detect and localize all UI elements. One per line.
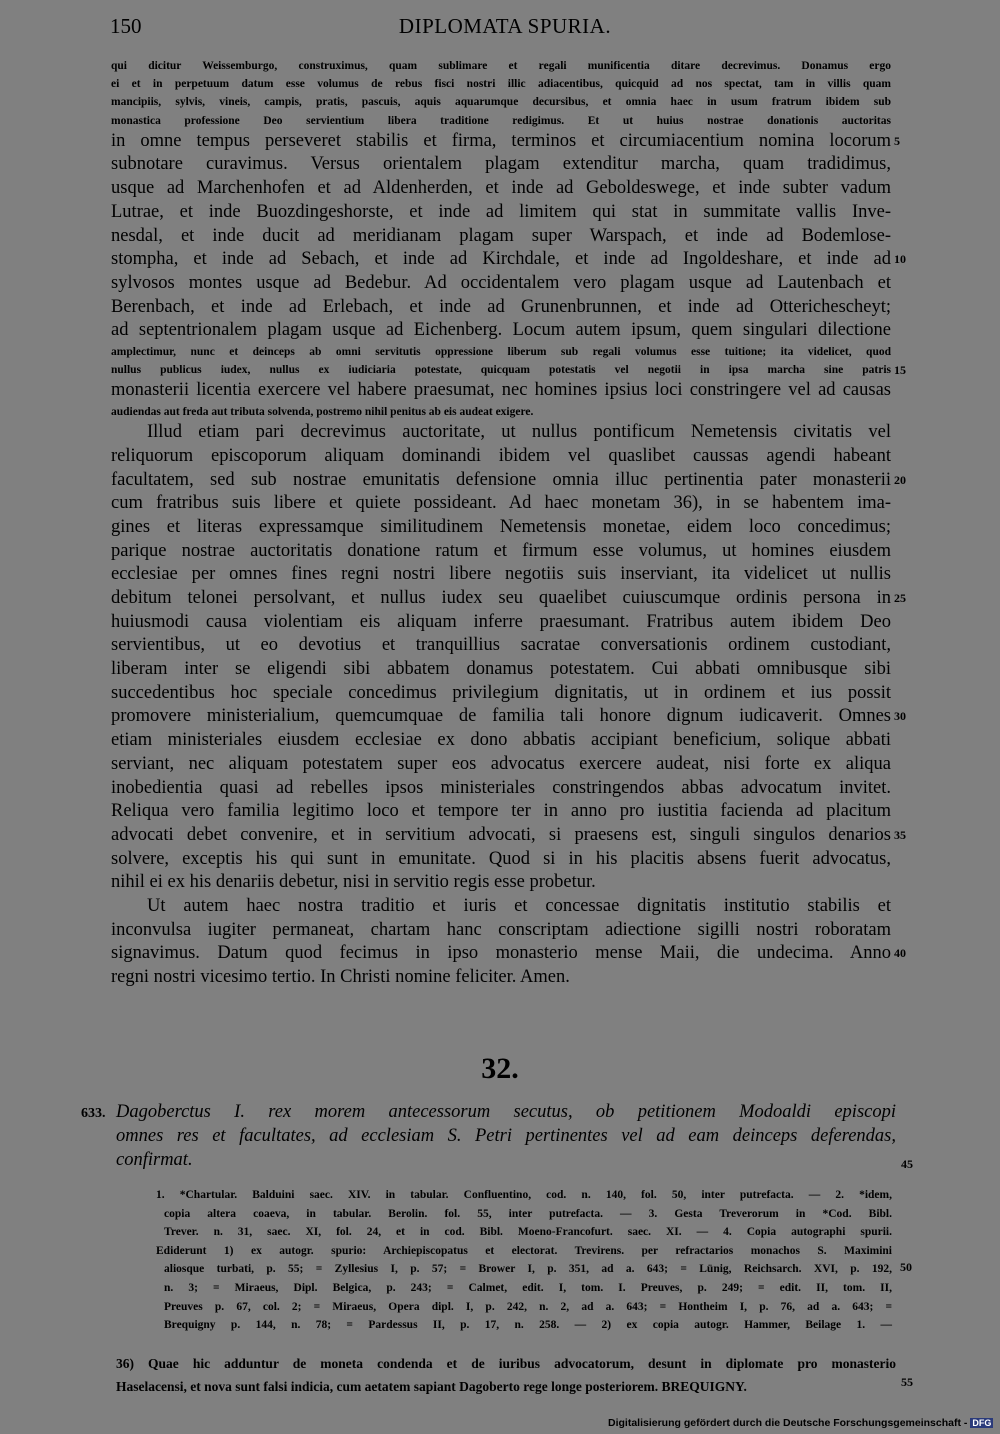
text-line [111,201,891,225]
margin-line-number: 45 [901,1157,913,1171]
line-text: debitum telonei persolvant, et nullus iudex seu quaelibet cuiuscumque ordinis persona in [111,588,891,608]
line-text: reliquorum episcoporum aliquam dominandi ibidem vel quaslibet caussas agendi habeant [111,445,891,466]
text-line [111,871,891,895]
rubric-line: confirmat. [116,1150,193,1170]
source-line: aliosque turbati, p. 55; = Zyllesius I, p. 57; = Brower I, p. 351, ad a. 643; = Lünig, Reichsarch. XVI, p. 192, [164,1263,892,1276]
text-line [111,966,891,990]
text-line [111,634,891,658]
source-line: n. 3; = Miraeus, Dipl. Belgica, p. 243; = Calmet, edit. I, tom. I. Preuves, p. 249; = edit. II, tom. II, [164,1281,892,1294]
text-line [111,895,891,919]
line-text: mancipiis, sylvis, vineis, campis, pratis, pascuis, aquis aquarumque decursibus, et omnia haec in usum fratrum ibidem sub [111,96,891,109]
line-text: monasterii licentia exercere vel habere praesumat, nec homines ipsius loci constringere vel ad causas [111,380,891,401]
margin-line-number: 50 [900,1260,912,1274]
text-line [111,343,891,361]
line-text: subnotare curavimus. Versus orientalem plagam extenditur marcha, quam tradidimus, [111,154,891,175]
rubric [81,1100,913,1172]
line-text: ecclesiae per omnes fines regni nostri libere negotiis suis inserviant, ita videlicet ut nullis [111,564,891,585]
text-line [111,445,891,469]
text-line [111,777,891,801]
line-text: Berenbach, et inde ad Erlebach, et inde ad Grunenbrunnen, et inde ad Otterichescheyt; [111,296,891,317]
line-text: ei et in perpetuum datum esse volumus de rebus fisci nostri illic adiacentibus, quicquid ad nos spectat, tam in villis quam [111,78,891,91]
rubric-year: 633. [81,1106,106,1121]
text-line [111,516,891,540]
line-text: facultatem, sed sub nostrae emunitatis defensione omnia illuc pertinentia pater monasterii [111,469,891,490]
line-text: etiam ministeriales eiusdem ecclesiae ex dono abbatis accipiant beneficium, solique abbati [111,730,891,751]
line-text: succedentibus hoc speciale concedimus privilegium dignitatis, ut in ordinem et ius possit [111,682,891,703]
text-line [111,112,891,130]
text-line [111,403,891,421]
line-text: audiendas aut freda aut tributa solvenda, postremo nihil penitus ab eis audeat exigere. [111,406,534,418]
line-text: huiusmodi causa violentiam eis aliquam inferre praesumant. Fratribus autem ibidem Deo [111,611,891,632]
source-line: Preuves p. 67, col. 2; = Miraeus, Opera dipl. I, p. 242, n. 2, ad a. 643; = Hontheim I, p. 76, ad a. 643; = [164,1300,892,1313]
text-line [111,75,891,93]
line-text: inconvulsa iugiter permaneat, chartam hanc conscriptam adiectione sigilli nostri roboratam [111,919,891,940]
text-line [111,824,906,848]
text-line [111,296,891,320]
text-line [111,540,891,564]
credit-text: Digitalisierung gefördert durch die Deutsche Forschungsgemeinschaft - [608,1417,968,1429]
margin-line-number: 30 [894,709,906,724]
source-line: copia altera coaeva, in tabular. Berolin. fol. 55, inter putrefacta. — 3. Gesta Treverorum in *Cod. Bibl. [164,1207,892,1220]
margin-line-number: 40 [894,946,906,961]
text-line [111,729,891,753]
sources-apparatus [156,1186,912,1335]
text-line [111,469,906,493]
line-text: amplectimur, nunc et deinceps ab omni servitutis oppressione liberum sub regali volumus esse tuitione; ita videlicet, quod [111,345,891,358]
text-line [111,130,900,154]
text-line [111,225,891,249]
text-line [111,177,891,201]
line-text: sylvosos montes usque ad Bedebur. Ad occidentalem vero plagam usque ad Lautenbach et [111,272,891,293]
margin-line-number: 10 [894,252,906,267]
dfg-logo: DFG [972,1418,992,1428]
line-text: parique nostrae auctoritatis donatione ratum et firmum esse volumus, ut homines eiusdem [111,540,891,561]
text-line [111,421,891,445]
document-number: 32. [481,1052,519,1085]
line-text: advocati debet convenire, et in servitium advocati, si praesens est, singuli singulos denarios [111,824,891,845]
line-text: servientibus, ut eo devotius et tranquillius sacratae conversationis ordinem custodiant, [111,635,891,656]
text-line [111,492,891,516]
page-number: 150 [110,14,142,38]
source-line: 1. *Chartular. Balduini saec. XIV. in tabular. Confluentino, cod. n. 140, fol. 50, inter putrefacta. — 2. *idem, [156,1189,892,1201]
charter-text [111,57,906,990]
line-text: nullus publicus iudex, nullus ex iudiciaria potestate, quicquam potestatis vel negotii in ipsa marcha sine patris [111,364,891,377]
line-text: Lutrae, et inde Buozdingeshorste, et inde ad limitem qui stat in summitate vallis Inve- [111,201,891,222]
line-text: ad septentrionalem plagam usque ad Eichenberg. Locum autem ipsum, quem singulari dilectione [111,320,891,341]
text-line [111,800,891,824]
text-line [111,942,906,966]
line-text: in omne tempus perseveret stabilis et firma, terminos et circumiacentium nomina locorum [111,130,891,151]
text-line [111,57,891,75]
line-text: Reliqua vero familia legitimo loco et tempore ter in anno pro iustitia facienda ad placitum [111,801,891,822]
line-text: cum fratribus suis libere et quiete possideant. Ad haec monetam 36), in se habentem ima- [111,493,891,514]
footnote-line: 36) Quae hic adduntur de moneta condenda et de iuribus advocatorum, desunt in diplomate pro monasterio [116,1356,896,1371]
margin-line-number: 55 [901,1375,913,1389]
text-line [111,705,906,729]
text-line [111,611,891,635]
margin-line-number: 15 [894,363,906,378]
margin-line-number: 20 [894,472,906,487]
text-line [111,153,891,177]
line-text: signavimus. Datum quod fecimus in ipso monasterio mense Maii, die undecima. Anno [111,943,891,964]
text-line [111,919,891,943]
digitization-credit [608,1417,993,1429]
line-text: regni nostri vicesimo tertio. In Christi nomine feliciter. Amen. [111,967,570,987]
text-line [111,272,891,296]
text-line [111,848,891,872]
source-line: Brequigny p. 144, n. 78; = Pardessus II, p. 17, n. 258. — 2) ex copia autogr. Hammer, Beilage 1. — [164,1319,892,1332]
text-line [111,658,891,682]
line-text: serviant, nec aliquam potestatem super eos advocatus exercere audeat, nisi forte ex aliqua [111,753,891,774]
line-text: nesdal, et inde ducit ad meridianam plagam super Warspach, et inde ad Bodemlose- [111,225,891,246]
line-text: gines et literas expressamque similitudinem Nemetensis monetae, eidem loco concedimus; [111,516,891,537]
margin-line-number: 35 [894,827,906,842]
source-line: Trever. n. 31, saec. XI, fol. 24, et in cod. Bibl. Moeno-Francofurt. saec. XI. — 4. Copia autographi spurii. [164,1226,892,1239]
line-text: solvere, exceptis his qui sunt in emunitate. Quod si in his placitis absens fuerit advocatus, [111,848,891,869]
rubric-line: omnes res et facultates, ad ecclesiam S. Petri pertinentes vel ad eam deinceps deferendas, [116,1126,896,1146]
running-header [110,14,900,44]
text-line [111,248,906,272]
line-text: nihil ei ex his denariis debetur, nisi in servitio regis esse probetur. [111,872,596,893]
margin-line-number: 5 [894,133,900,148]
line-text: liberam inter se eligendi sibi abbatem donamus potestatem. Cui abbati omnibusque sibi [111,659,891,680]
line-text: Illud etiam pari decrevimus auctoritate, ut nullus pontificum Nemetensis civitatis vel [147,422,891,443]
line-text: Ut autem haec nostra traditio et iuris et concessae dignitatis institutio stabilis et [147,895,891,916]
line-text: qui dicitur Weissemburgo, construximus, quam sublimare et regali munificentia ditare decrevimus. Donamus ergo [111,60,891,72]
footnote [116,1352,913,1398]
text-line [111,379,891,403]
text-line [111,587,906,611]
text-line [111,753,891,777]
footnote-line: Haselacensi, et nova sunt falsi indicia, cum aetatem sapiant Dagoberto rege longe posteriorem. BREQUIGNY. [116,1379,747,1394]
line-text: usque ad Marchenhofen et ad Aldenherden, et inde ad Geboldeswege, et inde subter vadum [111,178,891,199]
text-line [111,361,906,379]
line-text: promovere ministerialium, quemcumquae de familia tali honore dignum iudicaverit. Omnes [111,706,891,727]
text-line [111,93,891,111]
running-title: DIPLOMATA SPURIA. [398,14,612,38]
source-line: Ediderunt 1) ex autogr. spurio: Archiepiscopatus et electorat. Trevirens. per refractarios monachos S. Maximini [156,1244,892,1257]
margin-line-number: 25 [894,591,906,605]
line-text: monastica professione Deo servientium libera traditione redigimus. Et ut huius nostrae donationis auctoritas [111,114,891,127]
rubric-line: Dagoberctus I. rex morem antecessorum secutus, ob petitionem Modoaldi episcopi [116,1102,896,1122]
line-text: inobedientia quasi ad rebelles ipsos ministeriales constringendos abbas advocatum invitet. [111,777,891,798]
text-line [111,682,891,706]
text-line [111,563,891,587]
text-line [111,319,891,343]
line-text: stompha, et inde ad Sebach, et inde ad Kirchdale, et inde ad Ingoldeshare, et inde ad [111,249,891,270]
